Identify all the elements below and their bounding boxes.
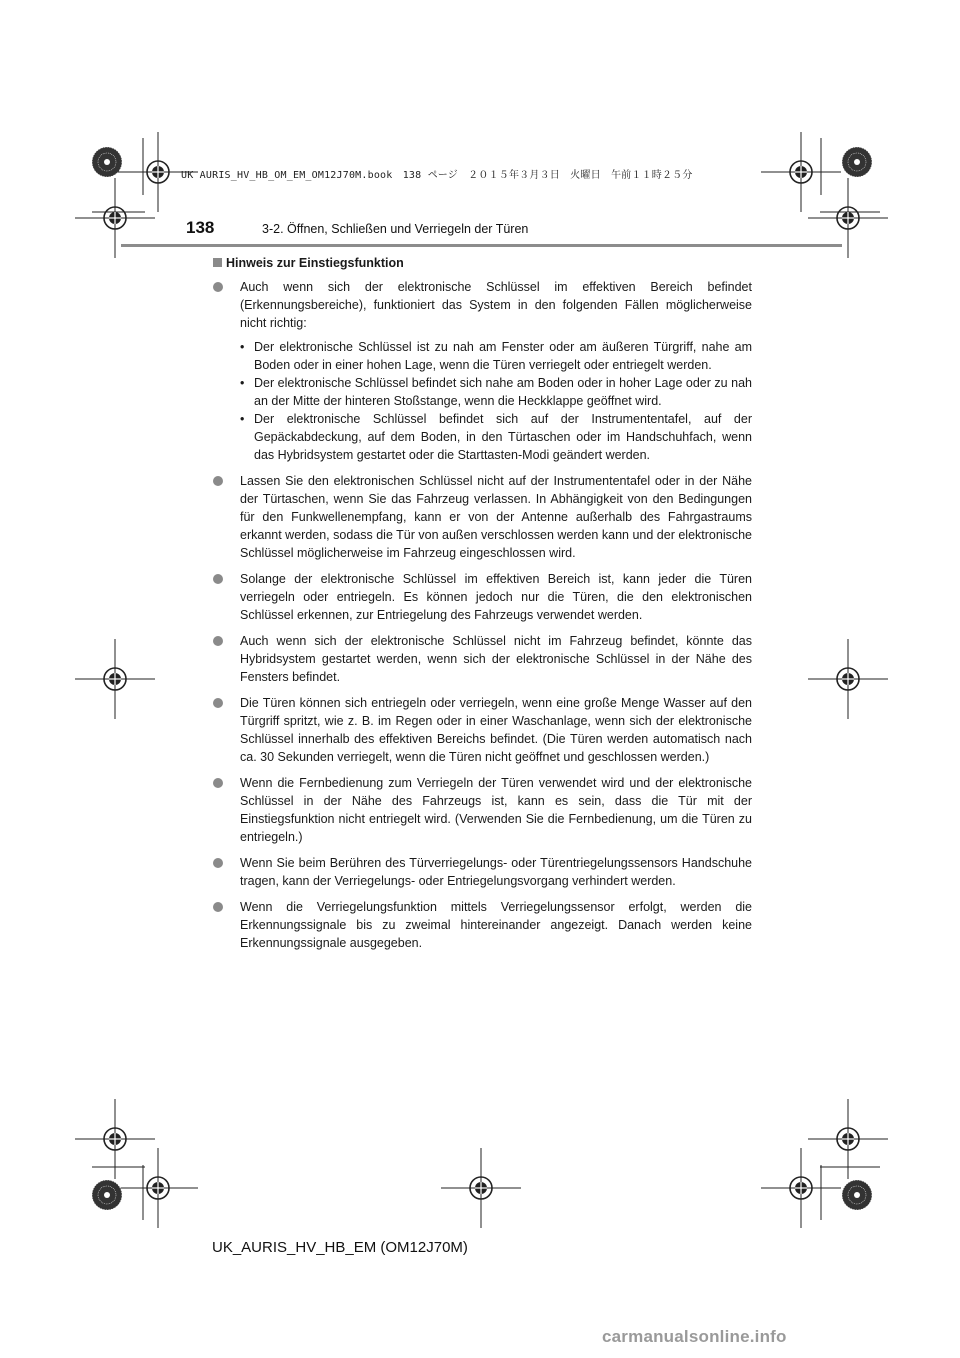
list-item <box>212 472 752 562</box>
sub-list-item: • Der elektronische Schlüssel ist zu nah am Fenster oder am äußeren Türgriff, nahe am Boden oder in einer hohen Lage, wenn die Türen verriegelt oder entriegelt werden. <box>240 340 752 372</box>
crop-mark-top-right <box>761 132 888 258</box>
list-item <box>212 898 752 952</box>
list-item-text: Lassen Sie den elektronischen Schlüssel nicht auf der Instrumententafel oder in der Nähe der Türtaschen, wenn Sie das Fahrzeug verlassen. In Abhängigkeit von den Bedingungen für den Funkwellenempfang, kann er von der Antenne außerhalb des Fahrgastraums erkannt werden, sodass die Tür von außen verschlossen werden kann und der elektronische Schlüssel möglicherweise im Fahrzeug eingeschlossen wird. <box>240 474 752 560</box>
circle-bullet-icon <box>213 476 223 486</box>
list-item <box>212 632 752 686</box>
circle-bullet-icon <box>213 574 223 584</box>
registration-mark-left <box>75 639 155 719</box>
registration-mark-right <box>808 639 888 719</box>
list-item <box>212 854 752 890</box>
document-footer-code: UK_AURIS_HV_HB_EM (OM12J70M) <box>212 1239 468 1256</box>
section-heading-text: Hinweis zur Einstiegsfunktion <box>226 256 404 270</box>
page-number: 138 <box>186 218 215 237</box>
list-item-text: Auch wenn sich der elektronische Schlüssel im effektiven Bereich befindet (Erkennungsbereiche), funktioniert das System in den folgenden Fällen möglicherweise nicht richtig: <box>240 280 752 330</box>
list-item <box>212 694 752 766</box>
circle-bullet-icon <box>213 636 223 646</box>
site-watermark: carmanualsonline.info <box>602 1327 787 1346</box>
print-job-header: UK AURIS_HV_HB_OM_EM_OM12J70M.book 138 ページ ２０１５年３月３日 火曜日 午前１１時２５分 <box>181 170 693 181</box>
sub-list <box>240 338 752 464</box>
square-bullet-icon <box>213 258 222 267</box>
circle-bullet-icon <box>213 778 223 788</box>
list-item-text: Solange der elektronische Schlüssel im effektiven Bereich ist, kann jeder die Türen verriegeln oder entriegeln. Es können jedoch nur die Türen, die den elektronischen Schlüssel erkennen, zur Entriegelung des Fahrzeugs verwendet werden. <box>240 572 752 622</box>
section-heading <box>212 254 752 272</box>
list-item-text: Die Türen können sich entriegeln oder verriegeln, wenn eine große Menge Wasser auf den Türgriff spritzt, wie z. B. im Regen oder in einer Waschanlage, wenn sich der elektronische Schlüssel innerhalb des effektiven Bereichs befindet. (Die Türen werden automatisch nach ca. 30 Sekunden verriegelt, wenn die Türen nicht geöffnet und geschlossen werden.) <box>240 696 752 764</box>
sub-list-item: • Der elektronische Schlüssel befindet sich nahe am Boden oder in hoher Lage oder zu nah an der Mitte der hinteren Stoßstange, wenn die Heckklappe geöffnet wird. <box>240 376 752 408</box>
circle-bullet-icon <box>213 282 223 292</box>
crop-mark-bottom-right <box>761 1099 888 1228</box>
page-content <box>212 254 752 960</box>
header-divider <box>121 244 842 247</box>
list-item-text: Wenn Sie beim Berühren des Türverriegelungs- oder Türentriegelungssensors Handschuhe tragen, kann der Verriegelungs- oder Entriegelungsvorgang verhindert werden. <box>240 856 752 888</box>
circle-bullet-icon <box>213 902 223 912</box>
crop-mark-top-left <box>75 132 198 258</box>
crop-mark-bottom-left <box>75 1099 198 1228</box>
section-title: 3-2. Öffnen, Schließen und Verriegeln der Türen <box>262 222 529 236</box>
list-item-text: Wenn die Verriegelungsfunktion mittels Verriegelungssensor erfolgt, werden die Erkennungssignale bis zu zweimal hintereinander angezeigt. Danach werden keine Erkennungssignale ausgegeben. <box>240 900 752 950</box>
list-item <box>212 774 752 846</box>
circle-bullet-icon <box>213 698 223 708</box>
registration-mark-bottom-center <box>441 1148 521 1228</box>
circle-bullet-icon <box>213 858 223 868</box>
list-item-text: Auch wenn sich der elektronische Schlüssel nicht im Fahrzeug befindet, könnte das Hybridsystem gestartet werden, wenn sich der elektronische Schlüssel in der Nähe des Fensters befindet. <box>240 634 752 684</box>
list-item <box>212 570 752 624</box>
sub-list-item: • Der elektronische Schlüssel befindet sich auf der Instrumententafel, auf der Gepäckabdeckung, auf dem Boden, in den Türtaschen oder im Handschuhfach, wenn das Hybridsystem gestartet oder die Starttasten-Modi geändert werden. <box>240 412 752 462</box>
list-item-text: Wenn die Fernbedienung zum Verriegeln der Türen verwendet wird und der elektronische Schlüssel in der Nähe des Fahrzeugs ist, kann es sein, dass die Tür mit der Einstiegsfunktion nicht entriegelt wird. (Verwenden Sie die Fernbedienung, um die Türen zu entriegeln.) <box>240 776 752 844</box>
list-item <box>212 278 752 464</box>
